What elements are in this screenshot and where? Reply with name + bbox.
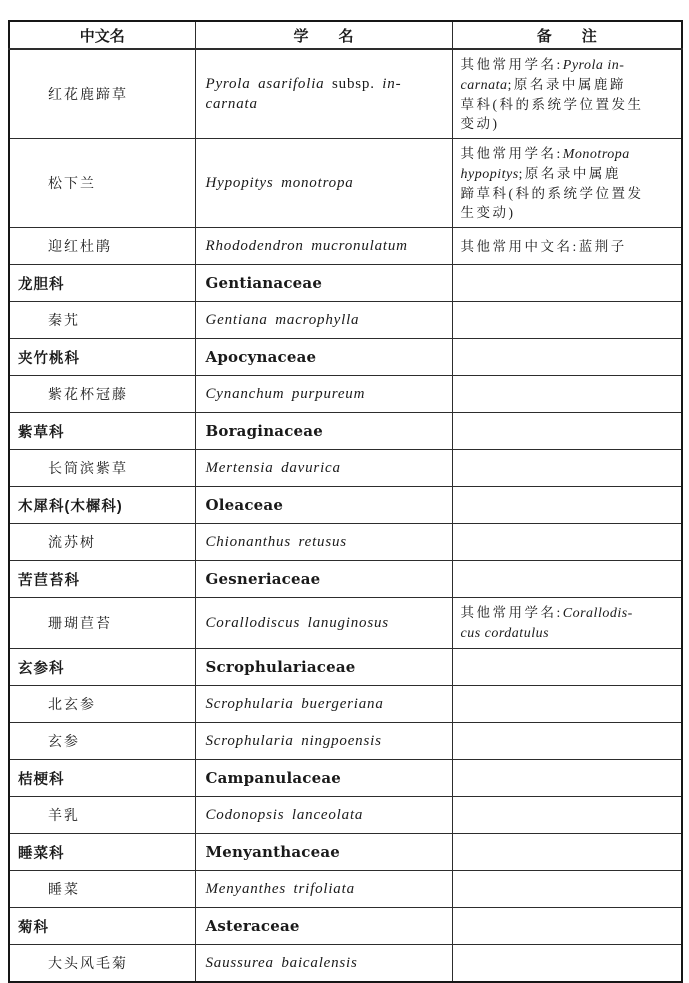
cell-note <box>452 450 682 487</box>
family-row <box>9 834 682 871</box>
species-row <box>9 945 682 982</box>
cell-chinese-name: 长筒滨紫草 <box>9 450 195 487</box>
latin-text-segment: carnata <box>460 78 508 93</box>
cell-note <box>452 49 682 139</box>
family-row <box>9 339 682 376</box>
cell-note <box>452 339 682 376</box>
cell-chinese-name: 菊科 <box>9 908 195 945</box>
latin-text-segment: Saussurea baicalensis <box>205 954 358 971</box>
cell-chinese-name: 珊瑚苣苔 <box>9 598 195 649</box>
cell-scientific-name <box>195 450 452 487</box>
cell-note <box>452 871 682 908</box>
latin-text-segment: Menyanthes trifoliata <box>205 881 355 897</box>
cell-chinese-name: 羊乳 <box>9 797 195 834</box>
cell-scientific-name <box>195 797 452 834</box>
latin-text-segment: Codonopsis lanceolata <box>205 807 364 823</box>
cell-chinese-name: 龙胆科 <box>9 265 195 302</box>
cell-chinese-name: 桔梗科 <box>9 760 195 797</box>
header-chinese-name: 中文名 <box>9 21 195 49</box>
text-segment: Asteraceae <box>205 917 300 935</box>
cell-note <box>452 760 682 797</box>
text-segment: Boraginaceae <box>205 422 323 440</box>
text-segment: Oleaceae <box>205 496 284 514</box>
cell-chinese-name: 大头风毛菊 <box>9 945 195 982</box>
cell-note <box>452 649 682 686</box>
family-row <box>9 649 682 686</box>
header-scientific-name: 学 名 <box>195 21 452 49</box>
cell-note <box>452 834 682 871</box>
cell-scientific-name <box>195 339 452 376</box>
text-segment: 变动) <box>460 116 500 131</box>
cell-scientific-name <box>195 908 452 945</box>
cell-scientific-name <box>195 834 452 871</box>
species-row <box>9 723 682 760</box>
header-note: 备 注 <box>452 21 682 49</box>
cell-chinese-name: 迎红杜鹃 <box>9 228 195 265</box>
cell-scientific-name <box>195 487 452 524</box>
cell-chinese-name: 紫草科 <box>9 413 195 450</box>
species-row <box>9 524 682 561</box>
cell-note <box>452 302 682 339</box>
latin-text-segment: Scrophularia ningpoensis <box>205 733 382 749</box>
cell-scientific-name <box>195 413 452 450</box>
cell-scientific-name <box>195 598 452 649</box>
cell-scientific-name <box>195 376 452 413</box>
cell-scientific-name <box>195 49 452 139</box>
cell-chinese-name: 秦艽 <box>9 302 195 339</box>
latin-text-segment: Pyrola in- <box>562 58 625 73</box>
text-segment: Gesneriaceae <box>205 570 321 588</box>
species-row <box>9 49 682 139</box>
latin-text-segment: Corallodis- <box>562 606 633 621</box>
species-row <box>9 302 682 339</box>
cell-note <box>452 561 682 598</box>
cell-chinese-name: 玄参科 <box>9 649 195 686</box>
cell-note <box>452 686 682 723</box>
cell-scientific-name <box>195 561 452 598</box>
family-row <box>9 487 682 524</box>
cell-note <box>452 413 682 450</box>
text-segment: Gentianaceae <box>205 274 323 292</box>
cell-note <box>452 139 682 228</box>
cell-chinese-name: 睡菜科 <box>9 834 195 871</box>
header-row <box>9 21 682 49</box>
cell-chinese-name: 玄参 <box>9 723 195 760</box>
latin-text-segment: Gentiana macrophylla <box>205 312 360 328</box>
latin-text-segment: Corallodiscus lanuginosus <box>205 615 389 631</box>
cell-chinese-name: 红花鹿蹄草 <box>9 49 195 139</box>
family-row <box>9 265 682 302</box>
latin-text-segment: in- <box>382 76 402 92</box>
cell-note <box>452 723 682 760</box>
latin-text-segment: Rhododendron mucronulatum <box>205 238 408 254</box>
species-row <box>9 139 682 228</box>
cell-note <box>452 908 682 945</box>
cell-chinese-name: 木犀科(木樨科) <box>9 487 195 524</box>
text-segment: 其他常用学名: <box>460 146 563 161</box>
cell-scientific-name <box>195 686 452 723</box>
cell-chinese-name: 紫花杯冠藤 <box>9 376 195 413</box>
text-segment: ;原名录中属鹿蹄 <box>507 77 626 92</box>
cell-chinese-name: 苦苣苔科 <box>9 561 195 598</box>
cell-chinese-name: 北玄参 <box>9 686 195 723</box>
text-segment: Apocynaceae <box>205 348 317 366</box>
latin-text-segment: Hypopitys monotropa <box>205 175 354 191</box>
cell-chinese-name: 松下兰 <box>9 139 195 228</box>
text-segment: subsp. <box>324 76 383 92</box>
cell-chinese-name: 夹竹桃科 <box>9 339 195 376</box>
latin-text-segment: Cynanchum purpureum <box>205 386 366 402</box>
species-table <box>8 20 683 983</box>
latin-text-segment: Scrophularia buergeriana <box>205 696 384 712</box>
text-segment: 草科(科的系统学位置发生 <box>460 97 644 112</box>
cell-scientific-name <box>195 265 452 302</box>
latin-text-segment: cus cordatulus <box>460 626 550 641</box>
text-segment: Menyanthaceae <box>205 843 340 861</box>
text-segment: ;原名录中属鹿 <box>518 166 621 181</box>
species-row <box>9 376 682 413</box>
family-row <box>9 760 682 797</box>
cell-scientific-name <box>195 139 452 228</box>
species-row <box>9 450 682 487</box>
species-row <box>9 871 682 908</box>
cell-scientific-name <box>195 228 452 265</box>
latin-text-segment: Chionanthus retusus <box>205 534 347 550</box>
cell-scientific-name <box>195 871 452 908</box>
cell-note <box>452 797 682 834</box>
species-row <box>9 228 682 265</box>
cell-note <box>452 487 682 524</box>
latin-text-segment: Mertensia davurica <box>205 460 341 476</box>
cell-scientific-name <box>195 945 452 982</box>
table-body <box>9 49 682 982</box>
cell-note <box>452 524 682 561</box>
text-segment: 生变动) <box>460 205 516 220</box>
latin-text-segment: Monotropa <box>562 147 630 162</box>
cell-scientific-name <box>195 723 452 760</box>
cell-chinese-name: 睡菜 <box>9 871 195 908</box>
species-row <box>9 797 682 834</box>
cell-scientific-name <box>195 760 452 797</box>
cell-scientific-name <box>195 302 452 339</box>
cell-chinese-name: 流苏树 <box>9 524 195 561</box>
latin-text-segment: hypopitys <box>460 167 519 182</box>
species-row <box>9 686 682 723</box>
cell-note <box>452 265 682 302</box>
text-segment: 蹄草科(科的系统学位置发 <box>460 186 644 201</box>
family-row <box>9 561 682 598</box>
text-segment: 其他常用学名: <box>460 605 563 620</box>
cell-note <box>452 945 682 982</box>
text-segment: Scrophulariaceae <box>205 658 356 676</box>
cell-scientific-name <box>195 649 452 686</box>
cell-scientific-name <box>195 524 452 561</box>
latin-text-segment: Pyrola asarifolia <box>205 76 325 92</box>
cell-note <box>452 376 682 413</box>
text-segment: 其他常用中文名:蓝荆子 <box>460 238 627 254</box>
latin-text-segment: carnata <box>205 96 258 112</box>
species-row <box>9 598 682 649</box>
family-row <box>9 908 682 945</box>
text-segment: 其他常用学名: <box>460 57 563 72</box>
cell-note <box>452 228 682 265</box>
cell-note <box>452 598 682 649</box>
family-row <box>9 413 682 450</box>
text-segment: Campanulaceae <box>205 769 342 787</box>
